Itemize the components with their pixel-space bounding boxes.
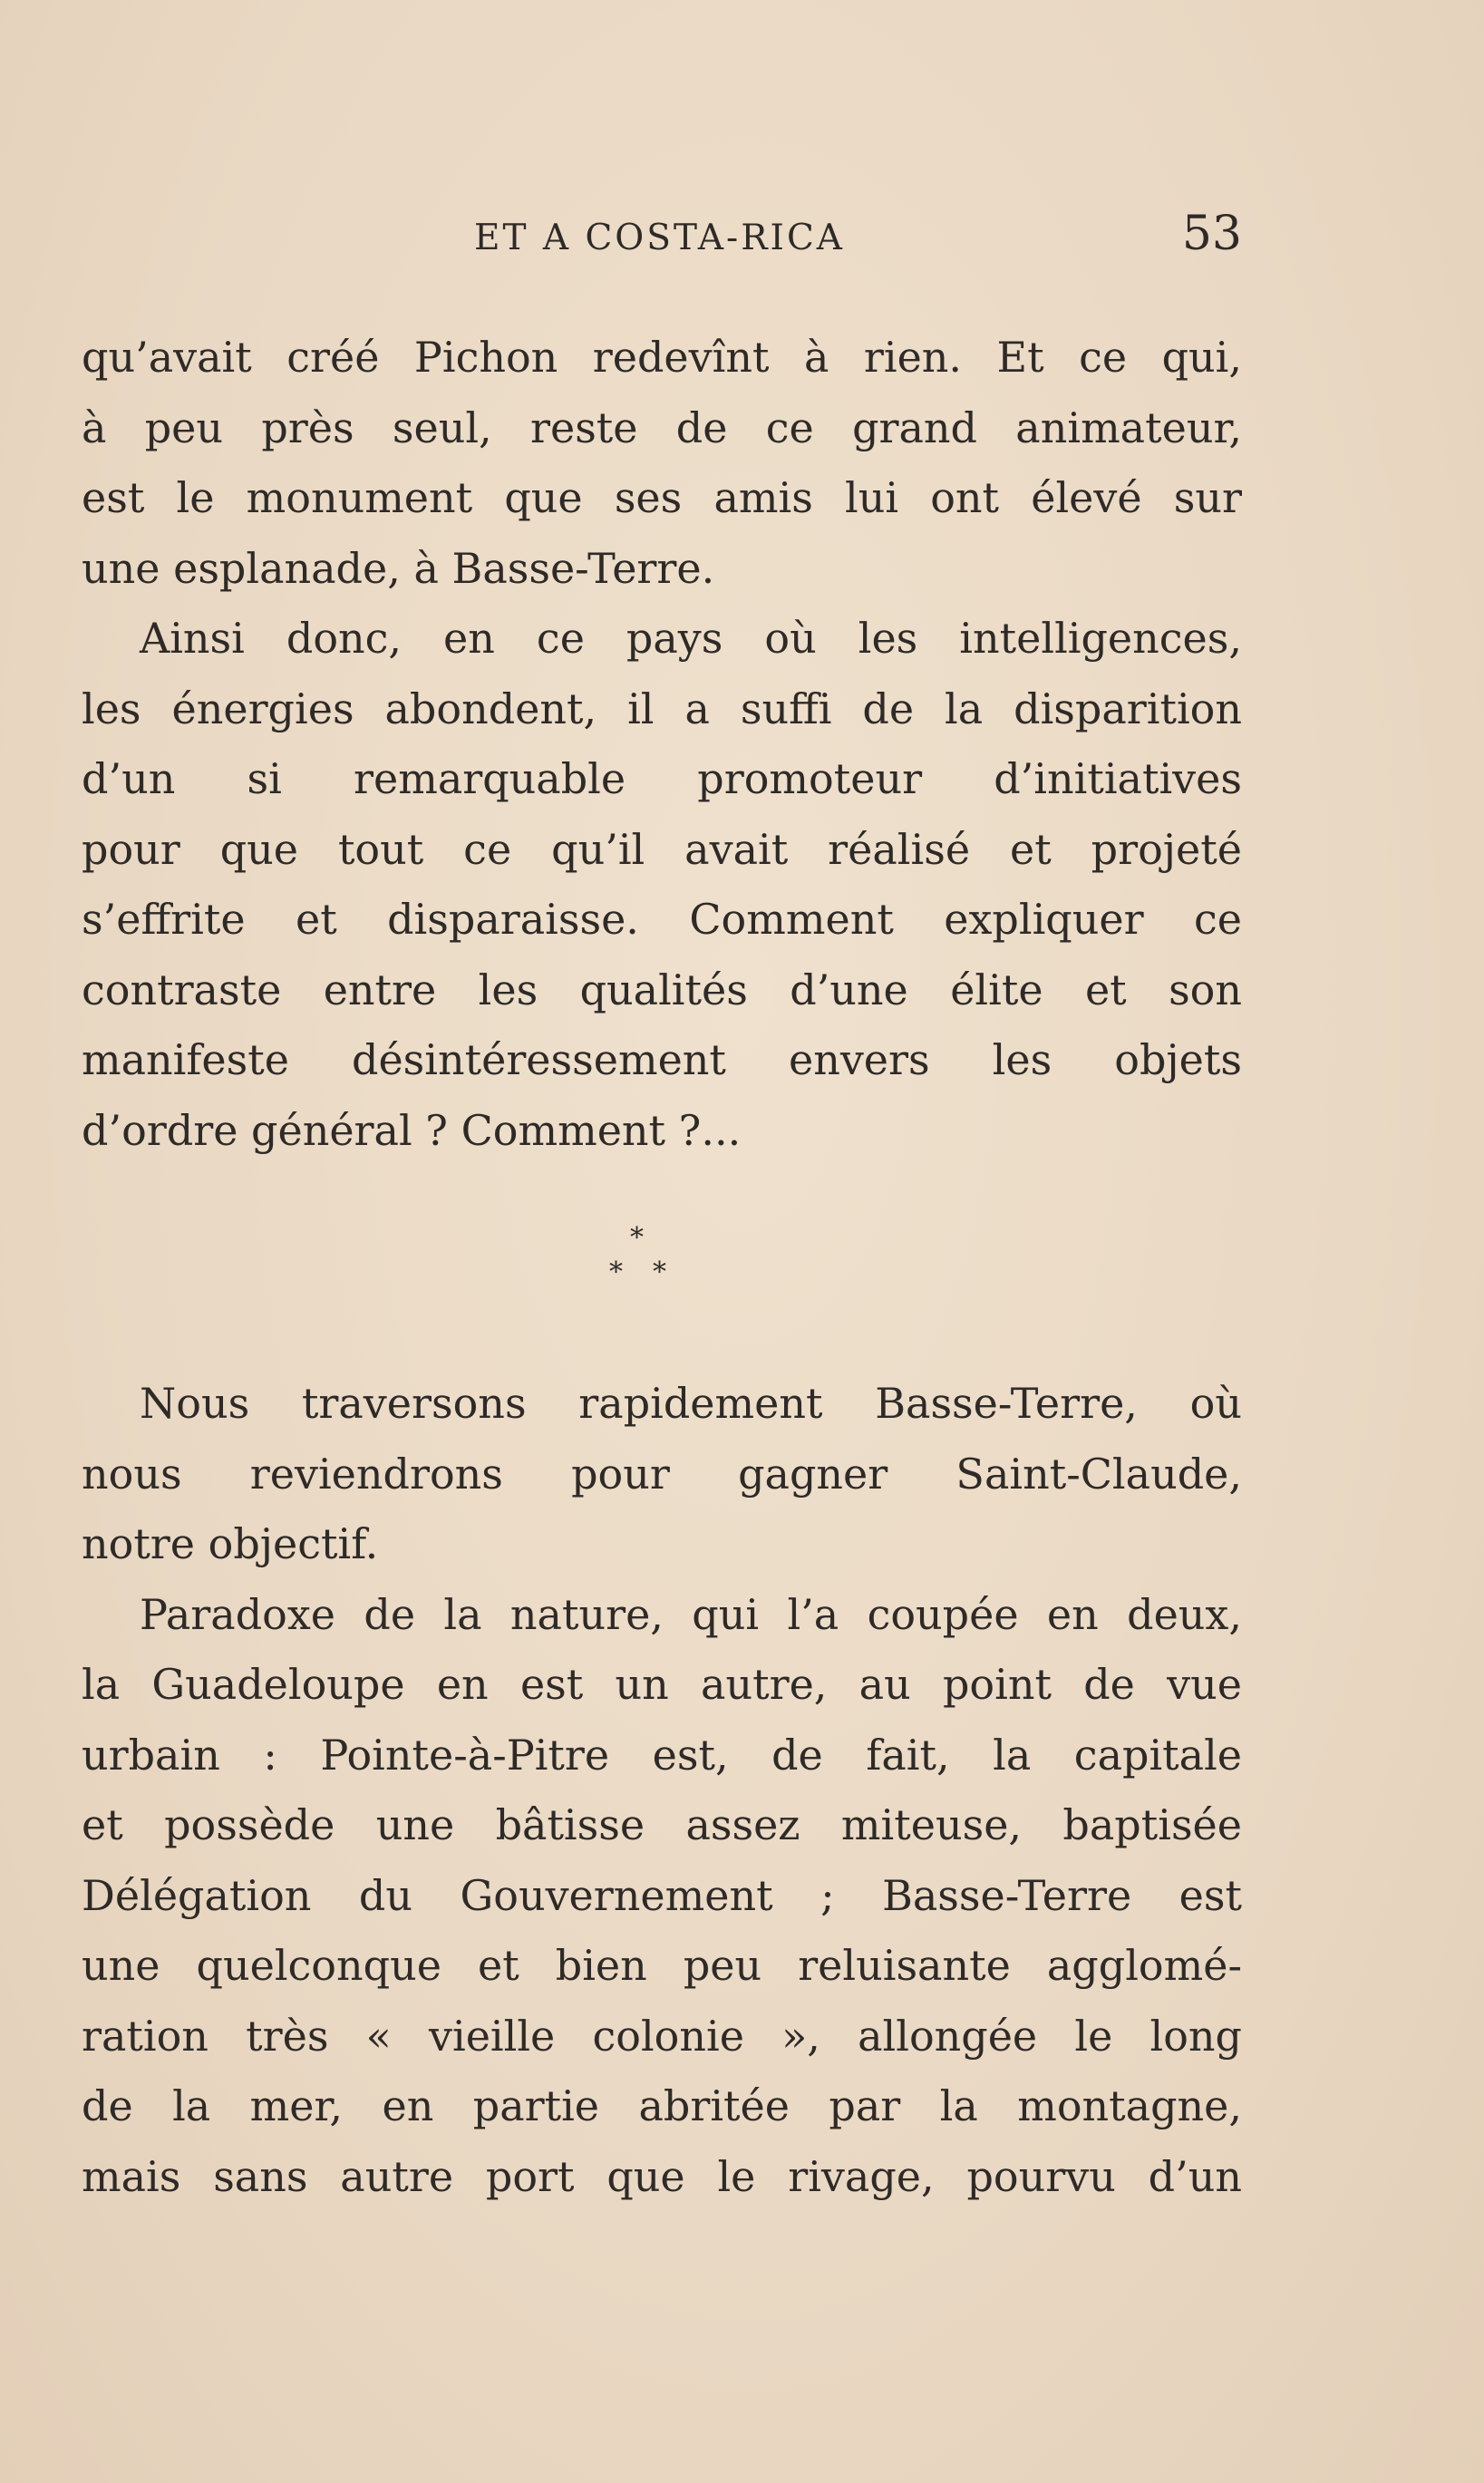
text-line: manifeste désintéressement envers les objets bbox=[82, 1035, 1242, 1084]
text-line: d’un si remarquable promoteur d’initiatives bbox=[82, 754, 1242, 803]
text-line: d’ordre général ? Comment ?... bbox=[82, 1105, 742, 1155]
text-block-two bbox=[82, 1369, 1242, 2212]
text-line: notre objectif. bbox=[82, 1519, 379, 1568]
text-line: contraste entre les qualités d’une élite et son bbox=[82, 965, 1242, 1014]
text-line: Délégation du Gouvernement ; Basse-Terre est bbox=[82, 1870, 1242, 1920]
text-line: Ainsi donc, en ce pays où les intelligences, bbox=[140, 614, 1242, 663]
text-block-one bbox=[82, 323, 1242, 1166]
text-line: Paradoxe de la nature, qui l’a coupée en deux, bbox=[140, 1589, 1242, 1639]
text-line: les énergies abondent, il a suffi de la disparition bbox=[82, 684, 1242, 733]
text-line: est le monument que ses amis lui ont élevé sur bbox=[82, 473, 1242, 522]
text-line: à peu près seul, reste de ce grand animateur, bbox=[82, 403, 1242, 452]
text-line: pour que tout ce qu’il avait réalisé et projeté bbox=[82, 824, 1242, 874]
text-line: urbain : Pointe-à-Pitre est, de fait, la capitale bbox=[82, 1730, 1242, 1780]
text-line: Nous traversons rapidement Basse-Terre, où bbox=[140, 1379, 1242, 1428]
text-line: une esplanade, à Basse-Terre. bbox=[82, 543, 715, 593]
text-line: ration très « vieille colonie », allongée le long bbox=[82, 2011, 1242, 2061]
asterism-star: * bbox=[653, 1256, 666, 1288]
text-line: qu’avait créé Pichon redevînt à rien. Et ce qui, bbox=[82, 333, 1242, 382]
text-line: une quelconque et bien peu reluisante agglomé- bbox=[82, 1941, 1242, 1990]
text-line: de la mer, en partie abritée par la montagne, bbox=[82, 2081, 1242, 2130]
text-line: nous reviendrons pour gagner Saint-Claude, bbox=[82, 1449, 1242, 1499]
text-line: s’effrite et disparaisse. Comment expliquer ce bbox=[82, 895, 1242, 944]
text-line: et possède une bâtisse assez miteuse, baptisée bbox=[82, 1800, 1242, 1849]
text-line: la Guadeloupe en est un autre, au point de vue bbox=[82, 1660, 1242, 1709]
text-line: mais sans autre port que le rivage, pourvu d’un bbox=[82, 2151, 1242, 2201]
asterism-star: * bbox=[609, 1256, 623, 1288]
running-title: ET A COSTA-RICA bbox=[474, 218, 845, 258]
asterism-star: * bbox=[630, 1222, 644, 1254]
running-head bbox=[82, 207, 1242, 261]
section-break-asterism bbox=[580, 1222, 707, 1304]
page-number: 53 bbox=[1181, 207, 1242, 261]
